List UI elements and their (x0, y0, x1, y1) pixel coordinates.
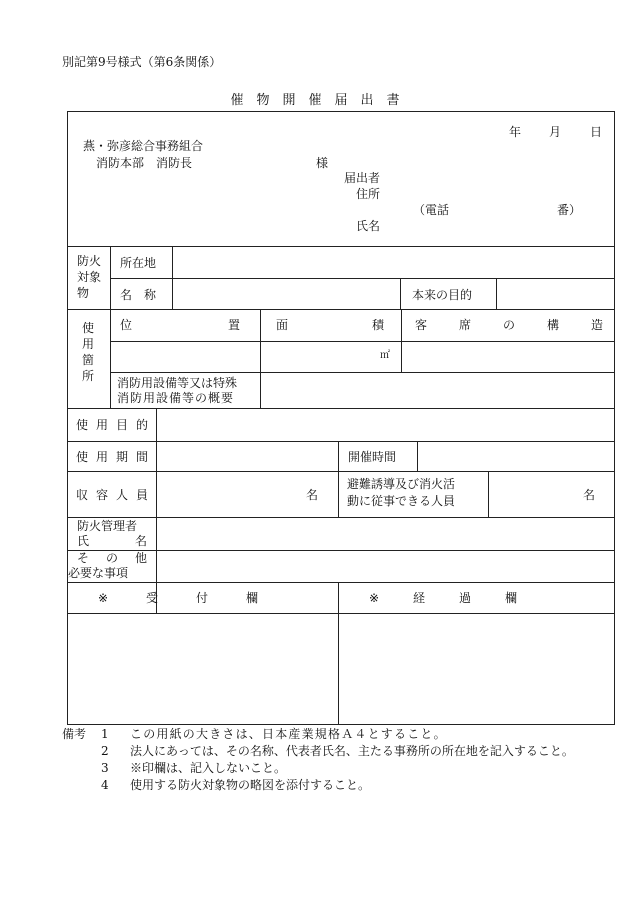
area-unit: ㎡ (380, 350, 390, 361)
addressee-org: 燕・弥彦総合事務組合 (83, 139, 204, 153)
event-hours-label: 開催時間 (348, 450, 397, 464)
month-label: 月 (549, 125, 562, 139)
fire-manager-label: 防火管理者 (77, 519, 138, 533)
evac-staff-label-1: 避難誘導及び消火活 (347, 477, 456, 491)
phone-suffix: 番） (557, 203, 582, 217)
position-label: 位 置 (120, 318, 240, 332)
address-label: 住所 (356, 187, 381, 201)
location-label: 所在地 (120, 256, 157, 270)
evac-staff-label-2: 動に従事できる人員 (347, 494, 456, 508)
capacity-label: 収 容 人 員 (76, 488, 148, 502)
use-purpose-label: 使 用 目 的 (76, 418, 148, 432)
form-title: 催 物 開 催 届 出 書 (230, 93, 400, 108)
honorific: 様 (316, 156, 329, 170)
target-name-label: 名 称 (120, 288, 157, 302)
note-number: 3 (101, 761, 109, 775)
note-text: 使用する防火対象物の略図を添付すること。 (130, 778, 371, 792)
original-purpose-label: 本来の目的 (412, 288, 473, 302)
evac-staff-unit: 名 (583, 488, 596, 502)
equipment-label-1: 消防用設備等又は特殊 (117, 376, 238, 390)
equipment-label-2: 消防用設備等の概要 (117, 391, 235, 405)
fire-manager-name-label: 氏 名 (77, 534, 147, 548)
phone-label: （電話 (413, 203, 450, 217)
seating-structure-label: 客 席 の 構 造 (415, 318, 603, 332)
other-label: そ の 他 (77, 551, 147, 565)
note-number: 2 (101, 744, 109, 758)
note-number: 4 (101, 778, 109, 792)
note-text: ※印欄は、記入しないこと。 (130, 761, 287, 775)
form-number: 別記第9号様式（第6条関係） (62, 55, 222, 69)
note-text: 法人にあっては、その名称、代表者氏名、主たる事務所の所在地を記入すること。 (130, 744, 574, 758)
area-label: 面 積 (276, 318, 384, 332)
capacity-unit: 名 (306, 488, 319, 502)
other-required-label: 必要な事項 (68, 566, 129, 580)
use-period-label: 使 用 期 間 (76, 450, 148, 464)
progress-column-header: ※ 経 過 欄 (369, 591, 517, 605)
applicant-label: 届出者 (344, 171, 381, 185)
year-label: 年 (509, 125, 522, 139)
note-text: この用紙の大きさは、日本産業規格Ａ４とすること。 (130, 727, 447, 741)
note-number: 1 (101, 727, 109, 741)
notes-label: 備考 (62, 727, 87, 741)
name-label: 氏名 (356, 219, 381, 233)
addressee-dept: 消防本部 消防長 (96, 156, 193, 170)
reception-column-header: ※ 受 付 欄 (98, 591, 258, 605)
day-label: 日 (590, 125, 603, 139)
